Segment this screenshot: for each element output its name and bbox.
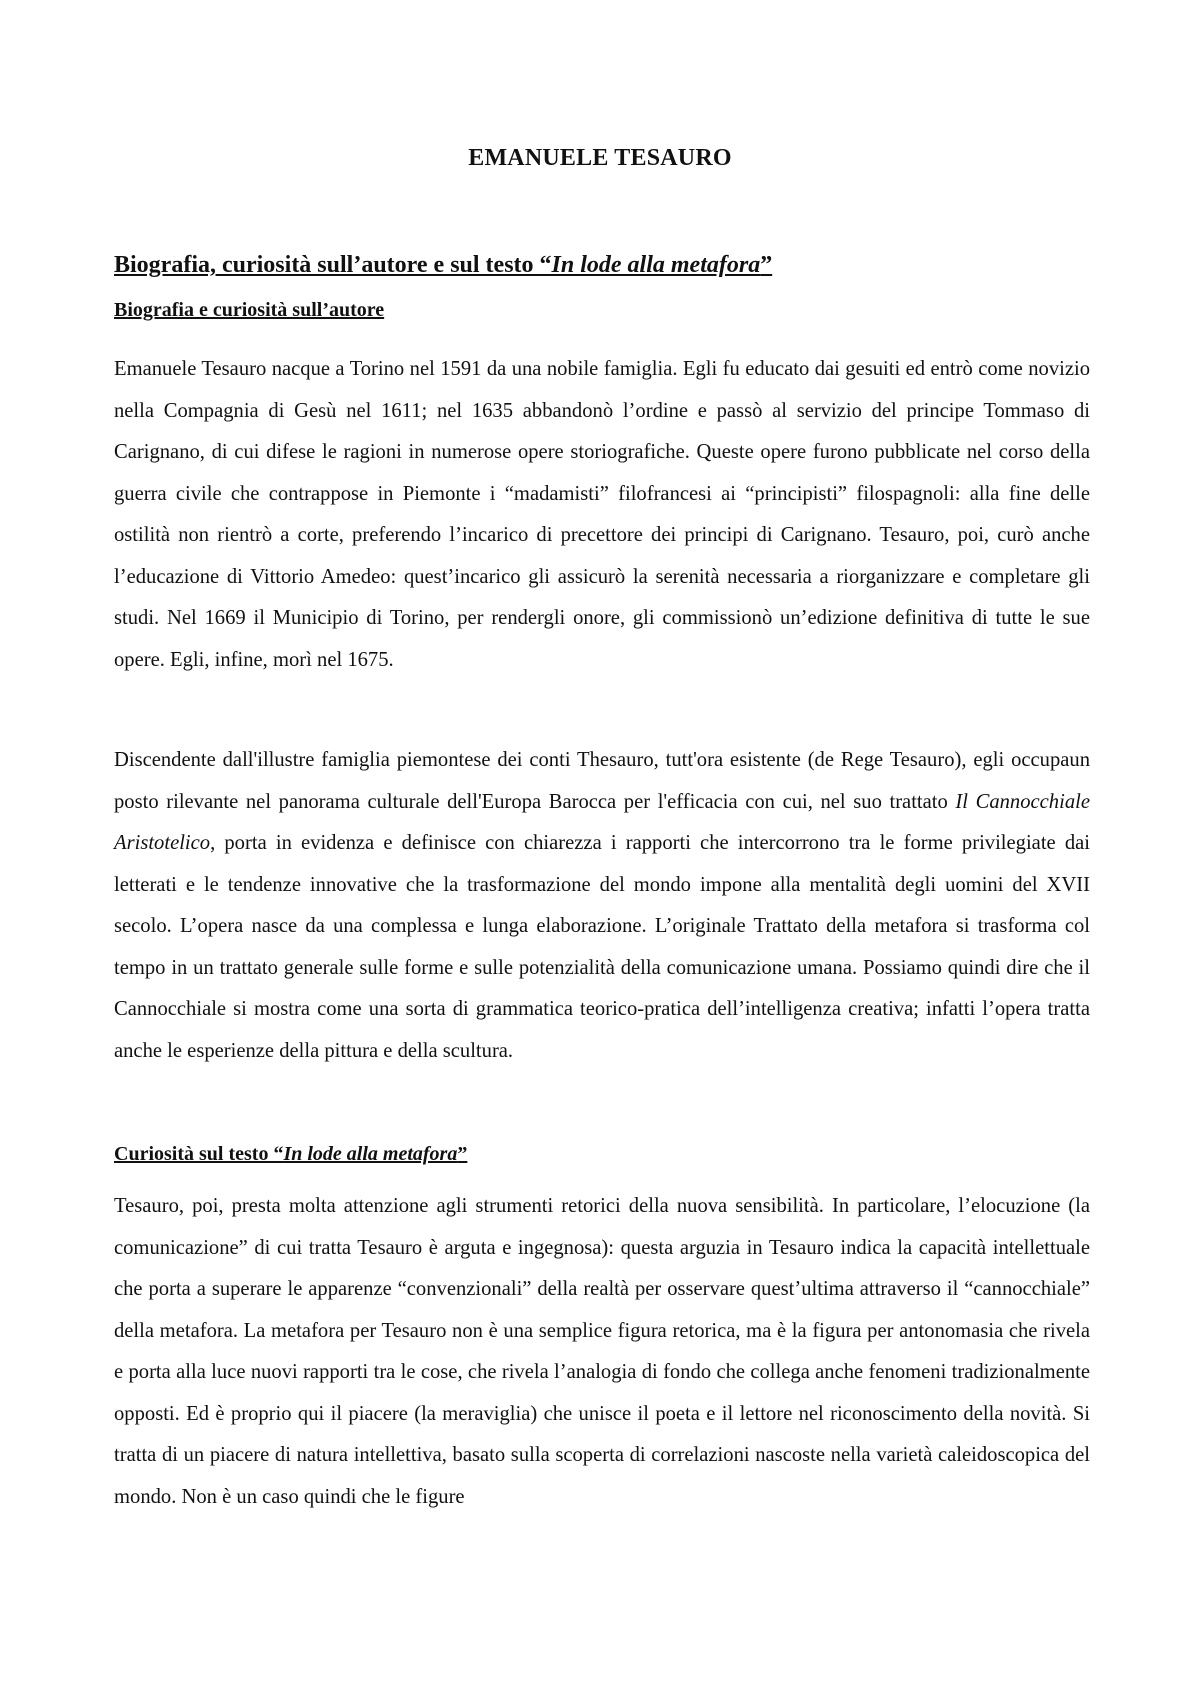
main-heading [114,252,772,279]
biography-heading: Biografia e curiosità sull’autore [114,299,385,321]
main-heading-suffix: ” [760,252,773,278]
document-title: EMANUELE TESAURO [468,145,732,171]
main-heading-italic: In lode alla metafora [551,252,761,278]
cannocchiale-paragraph-before: Discendente dall'illustre famiglia piemontese dei conti Thesauro, tutt'ora esistente (de Rege Tesauro), egli occupaun posto rilevante nel panorama culturale dell'Europa Barocca per l'efficacia con cui, nel suo trattato [114,749,1090,813]
text-heading-suffix: ” [457,1143,468,1165]
text-heading-prefix: Curiosità sul testo “ [114,1143,284,1165]
cannocchiale-paragraph-after: , porta in evidenza e definisce con chiarezza i rapporti che intercorrono tra le forme privilegiate dai letterati e le tendenze innovative che la trasformazione del mondo impone alla mentalità degli uomini del XVII secolo. L’opera nasce da una complessa e lunga elaborazione. L’originale Trattato della metafora si trasforma col tempo in un trattato generale sulle forme e sulle potenzialità della comunicazione umana. Possiamo quindi dire che il Cannocchiale si mostra come una sorta di grammatica teorico-pratica dell’intelligenza creativa; infatti l’opera tratta anche le esperienze della pittura e della scultura. [114,832,1090,1062]
metafora-paragraph: Tesauro, poi, presta molta attenzione agli strumenti retorici della nuova sensibilità. In particolare, l’elocuzione (la comunicazione” di cui tratta Tesauro è arguta e ingegnosa): questa arguzia in Tesauro indica la capacità intellettuale che porta a superare le apparenze “convenzionali” della realtà per osservare quest’ultima attraverso il “cannocchiale” della metafora. La metafora per Tesauro non è una semplice figura retorica, ma è la figura per antonomasia che rivela e porta alla luce nuovi rapporti tra le cose, che rivela l’analogia di fondo che collega anche fenomeni tradizionalmente opposti. Ed è proprio qui il piacere (la meraviglia) che unisce il poeta e il lettore nel riconoscimento della novità. Si tratta di un piacere di natura intellettiva, basato sulla scoperta di correlazioni nascoste nella varietà caleidoscopica del mondo. Non è un caso quindi che le figure [114,1195,1090,1508]
text-heading-italic: In lode alla metafora [283,1143,458,1165]
text-curiosity-heading [114,1143,467,1166]
cannocchiale-paragraph [114,740,1090,1072]
cannocchiale-title-italic: Il Cannocchiale Aristotelico [114,790,1090,854]
biography-paragraph: Emanuele Tesauro nacque a Torino nel 1591 da una nobile famiglia. Egli fu educato dai gesuiti ed entrò come novizio nella Compagnia di Gesù nel 1611; nel 1635 abbandonò l’ordine e passò al servizio del principe Tommaso di Carignano, di cui difese le ragioni in numerose opere storiografiche. Queste opere furono pubblicate nel corso della guerra civile che contrappose in Piemonte i “madamisti” filofrancesi ai “principisti” filospagnoli: alla fine delle ostilità non rientrò a corte, preferendo l’incarico di precettore dei principi di Carignano. Tesauro, poi, curò anche l’educazione di Vittorio Amedeo: quest’incarico gli assicurò la serenità necessaria a riorganizzare e completare gli studi. Nel 1669 il Municipio di Torino, per rendergli onore, gli commissionò un’edizione definitiva di tutte le sue opere. Egli, infine, morì nel 1675. [114,358,1090,671]
main-heading-prefix: Biografia, curiosità sull’autore e sul testo “ [114,252,552,278]
